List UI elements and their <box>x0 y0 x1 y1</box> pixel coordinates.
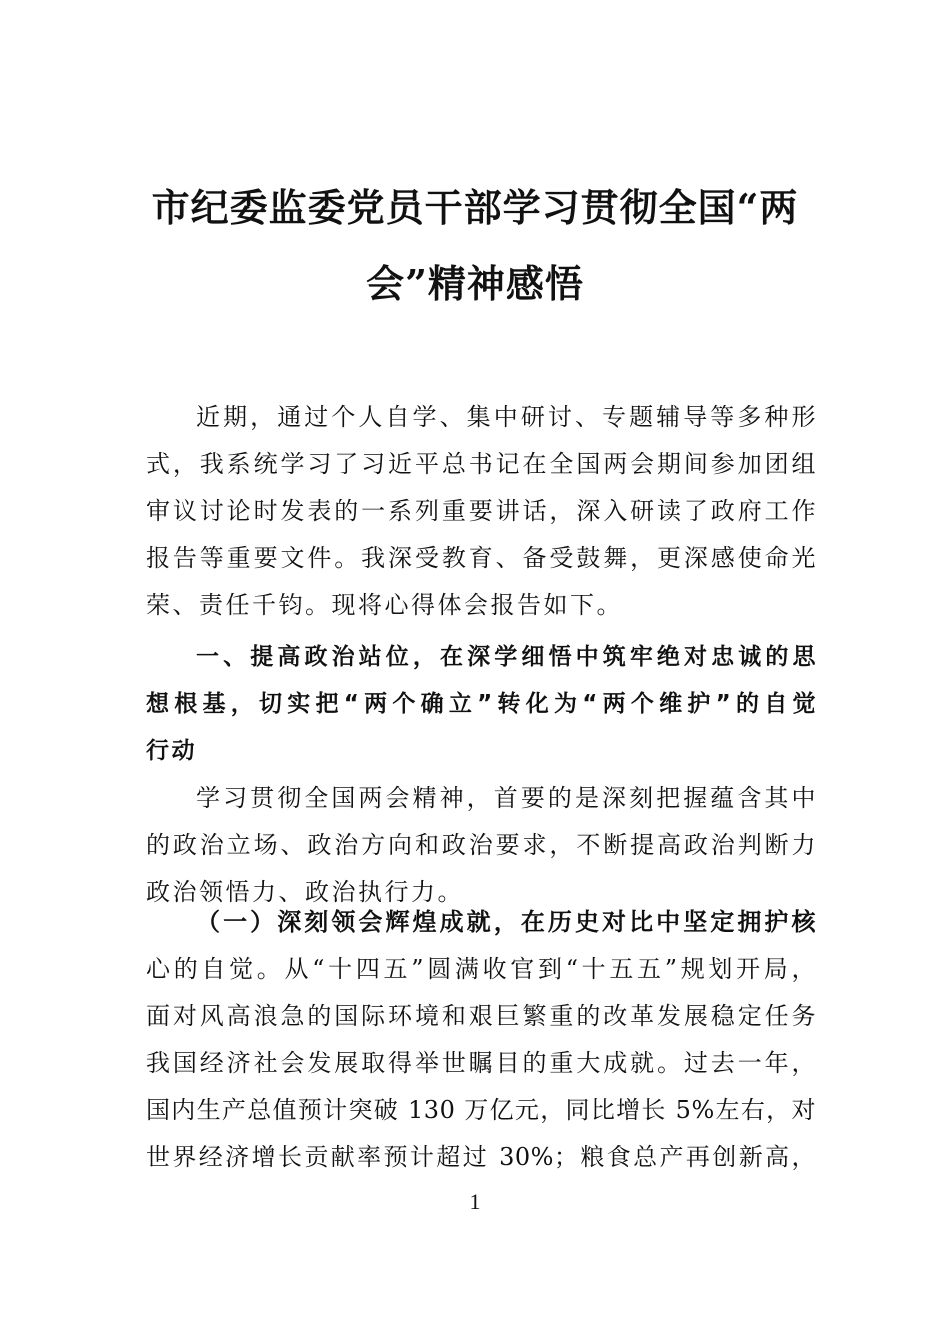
page-title <box>150 170 800 322</box>
subsection-line: 心的自觉。从“十四五”圆满收官到“十五五”规划开局， <box>146 955 816 983</box>
section-heading-line: 想根基，切实把“两个确立”转化为“两个维护”的自觉 <box>146 691 816 717</box>
intro-line: 近期，通过个人自学、集中研讨、专题辅导等多种形 <box>196 403 816 431</box>
intro-line: 荣、责任千钧。现将心得体会报告如下。 <box>146 591 623 619</box>
intro-line: 审议讨论时发表的一系列重要讲话，深入研读了政府工作 <box>146 497 816 525</box>
subsection-line: 我国经济社会发展取得举世瞩目的重大成就。过去一年， <box>146 1049 816 1077</box>
subsection-line: 世界经济增长贡献率预计超过 30%；粮食总产再创新高， <box>146 1143 816 1171</box>
subsection-line: 面对风高浪急的国际环境和艰巨繁重的改革发展稳定任务 <box>146 1002 816 1030</box>
subsection-line: 国内生产总值预计突破 130 万亿元，同比增长 5%左右，对 <box>146 1096 816 1124</box>
section-heading-line: 一、提高政治站位，在深学细悟中筑牢绝对忠诚的思 <box>196 644 816 670</box>
title-line: 会”精神感悟 <box>366 261 584 306</box>
section-heading-line: 行动 <box>146 738 197 764</box>
body-line: 政治领悟力、政治执行力。 <box>146 878 464 906</box>
body-line: 学习贯彻全国两会精神，首要的是深刻把握蕴含其中 <box>196 784 816 812</box>
intro-line: 式，我系统学习了习近平总书记在全国两会期间参加团组 <box>146 450 816 478</box>
intro-line: 报告等重要文件。我深受教育、备受鼓舞，更深感使命光 <box>146 544 816 572</box>
title-line: 市纪委监委党员干部学习贯彻全国“两 <box>151 185 799 230</box>
body-line: 的政治立场、政治方向和政治要求，不断提高政治判断力 <box>146 831 816 859</box>
page-number: 1 <box>469 1189 481 1214</box>
subsection-line: （一）深刻领会辉煌成就，在历史对比中坚定拥护核 <box>196 907 816 936</box>
